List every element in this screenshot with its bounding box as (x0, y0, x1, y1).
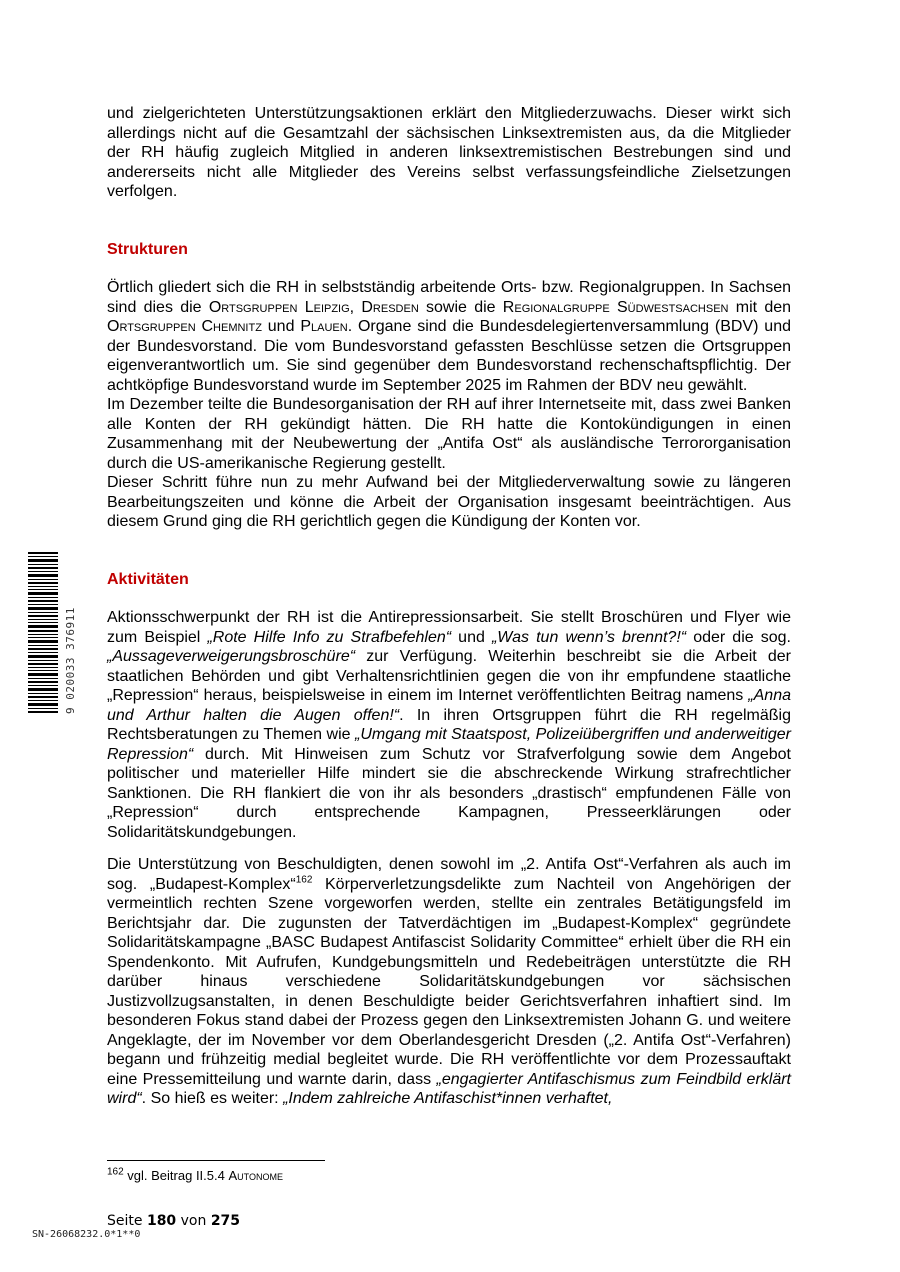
footnote-separator (107, 1160, 325, 1161)
quote: „engagierter Antifaschismus zum Feindbild erklärt wird“ (107, 1070, 792, 1107)
intro-paragraph (107, 104, 791, 202)
text-run: , (349, 298, 362, 316)
footnote-reference[interactable]: 162 (295, 874, 313, 886)
intro-line: und zielgerichteten Unterstützungsaktionen erklärt den Mitgliederzuwachs. Dieser wirkt sich (107, 105, 791, 122)
heading-aktivitaeten: Aktivitäten (107, 570, 189, 588)
intro-line: der RH häufig zugleich Mitglied in anderen linksextremistischen Bestrebungen sind und (107, 144, 791, 161)
org-name: Regionalgruppe Südwestsachsen (502, 298, 729, 316)
intro-line: andererseits nicht alle Mitglieder des Vereins selbst verfassungsfeindliche Zielsetzungen (107, 163, 791, 181)
footnote-number: 162 (107, 1166, 124, 1178)
page-number (107, 1212, 240, 1230)
page-number-current: 180 (146, 1213, 177, 1229)
text-run: . In ihren Ortsgruppen führt die RH regelmäßig Rechtsberatungen zu Themen wie (107, 706, 791, 743)
text-run: Die Unterstützung von Beschuldigten, denen sowohl im „2. Antifa Ost“-Verfahren als auch im sog. „Budapest-Komplex“ (107, 856, 791, 893)
text-run: durch. Mit Hinweisen zum Schutz vor Strafverfolgung sowie dem Angebot politischer und materieller Hilfe mindert sie die abschreckende Wirkung strafrechtlicher Sanktionen. Die RH flankiert die von ihr als besonders „drastisch“ empfundenen Fälle von „Repression“ durch entsprechende Kampagnen, Presseerklärungen oder Solidaritätskundgebungen. (107, 745, 791, 841)
intro-line: verfolgen. (107, 183, 178, 200)
strukturen-paragraph-3: Dieser Schritt führe nun zu mehr Aufwand bei der Mitgliederverwaltung sowie zu längeren Bearbeitungszeiten und könne die Arbeit der Organisation insgesamt beeinträchtigen. Aus diesem Grund ging die RH gerichtlich gegen die Kündigung der Konten vor. (107, 474, 791, 530)
footnote-text: vgl. Beitrag II.5.4 (123, 1168, 229, 1183)
org-name: Dresden (361, 298, 419, 316)
barcode-digits: 9 020033 376911 (64, 607, 77, 714)
topic-title: „Umgang mit Staatspost, Polizeiübergriffen und anderweitiger Repression“ (107, 726, 791, 763)
footnote-reference-name: Autonome (228, 1168, 283, 1183)
footnote (107, 1168, 283, 1184)
org-name: Ortsgruppen Leipzig (208, 298, 350, 316)
page-content (107, 104, 791, 1109)
text-run: und (451, 628, 492, 646)
org-name: Ortsgruppen Chemnitz (107, 318, 262, 335)
intro-line: allerdings nicht auf die Gesamtzahl der sächsischen Linksextremisten aus, da die Mitglieder (107, 124, 791, 142)
text-run: zur Verfügung. Weiterhin beschreibt sie die Arbeit der staatlichen Behörden und gibt Verhaltensrichtlinien gegen die von ihr empfundene staatliche „Repression“ heraus, beispielsweise in einem im Internet veröffentlichten Beitrag namens (107, 648, 791, 704)
org-name: Plauen (300, 318, 348, 335)
text-run: oder die sog. (686, 628, 791, 646)
document-id: SN-26068232.0*1**0 (32, 1229, 141, 1240)
page-number-middle: von (176, 1213, 211, 1229)
heading-strukturen: Strukturen (107, 240, 188, 258)
strukturen-paragraph-2: Im Dezember teilte die Bundesorganisation der RH auf ihrer Internetseite mit, dass zwei Banken alle Konten der RH gekündigt hätten. Die RH hatte die Kontokündigungen in einen Zusammenhang mit der Neubewertung der „Antifa Ost“ als ausländische Terrororganisation durch die US-amerikanische Regierung gestellt. (107, 396, 791, 472)
page-number-prefix: Seite (107, 1213, 147, 1229)
text-run: . Organe sind die Bundesdelegiertenversammlung (BDV) und der Bundesvorstand. Die vom Bundesvorstand gefassten Beschlüsse setzen die Ortsgruppen eigenverantwortlich um. Sie sind gegenüber dem Bundesvorstand rechenschaftspflichtig. Der achtköpfige Bundesvorstand wurde im September 2025 im Rahmen der BDV neu gewählt. (107, 318, 792, 394)
aktivitaeten-paragraph-2 (107, 855, 791, 1109)
text-run: Körperverletzungsdelikte zum Nachteil von Angehörigen der vermeintlich rechten Szene vorgeworfen werden, stellte ein zentrales Betätigungsfeld im Berichtsjahr dar. Die zugunsten der Tatverdächtigen im „Budapest-Komplex“ gegründete Solidaritätskampagne „BASC Budapest Antifascist Solidarity Committee“ erhielt über die RH ein Spendenkonto. Mit Aufrufen, Kundgebungsmitteln und Redebeiträgen unterstützte die RH darüber hinaus verschiedene Solidaritätskundgebungen vor sächsischen Justizvollzugsanstalten, in denen Beschuldigte beider Gerichtsverfahren inhaftiert sind. Im besonderen Fokus stand dabei der Prozess gegen den Linksextremisten Johann G. und weitere Angeklagte, der im November vor dem Oberlandesgericht Dresden („2. Antifa Ost“-Verfahren) begann und frühzeitig medial begleitet wurde. Die RH veröffentlichte vor dem Prozessauftakt eine Pressemitteilung und warnte darin, dass (107, 875, 791, 1088)
publication-title: „Rote Hilfe Info zu Strafbefehlen“ (207, 628, 452, 646)
strukturen-paragraph-1 (107, 278, 791, 395)
publication-title: „Anna und Arthur halten die Augen offen!“ (107, 687, 791, 724)
quote: „Indem zahlreiche Antifaschist*innen verhaftet, (283, 1090, 613, 1107)
text-run: . So hieß es weiter: (141, 1090, 284, 1107)
publication-title: „Aussageverweigerungsbroschüre“ (107, 648, 356, 665)
publication-title: „Was tun wenn’s brennt?!“ (491, 628, 687, 646)
text-run: Örtlich gliedert sich die RH in selbstständig arbeitende Orts- bzw. Regionalgruppen. In Sachsen sind dies die (107, 279, 791, 316)
page-number-total: 275 (210, 1213, 241, 1229)
text-run: mit den (728, 298, 792, 316)
text-run: Aktionsschwerpunkt der RH ist die Antirepressionsarbeit. Sie stellt Broschüren und Flyer wie zum Beispiel (107, 609, 791, 646)
text-run: sowie die (418, 298, 503, 316)
aktivitaeten-paragraph-1 (107, 608, 791, 842)
text-run: und (261, 318, 301, 335)
